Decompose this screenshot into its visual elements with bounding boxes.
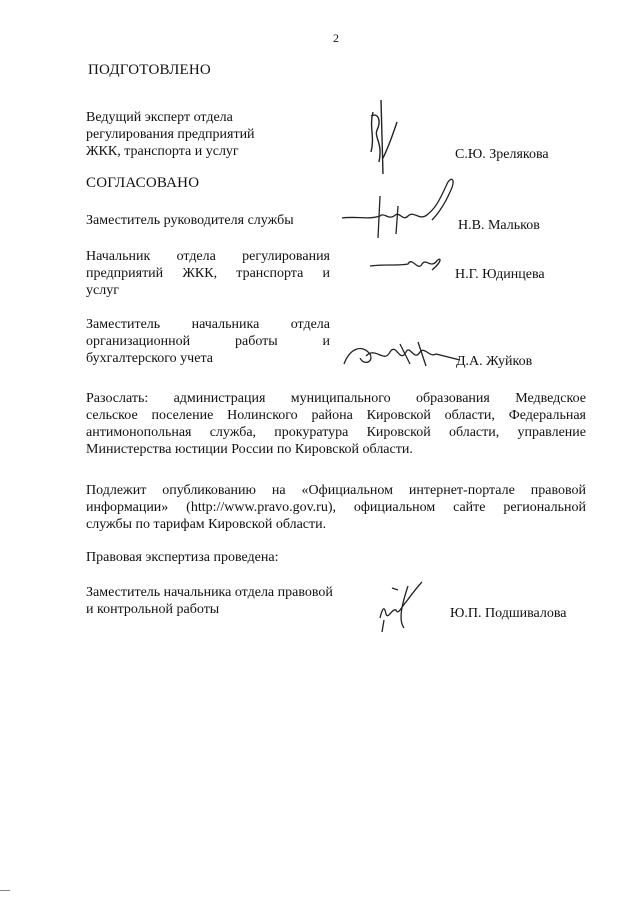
publication-line-2: информации» (http://www.pravo.gov.ru), официальном сайте региональной (86, 500, 586, 515)
distribution-block (86, 390, 586, 458)
page-number: 2 (333, 31, 339, 45)
legal-review-position-line-1: Заместитель начальника отдела правовой (86, 585, 333, 600)
scan-edge-mark (0, 890, 10, 891)
signature-signer-3 (340, 334, 465, 374)
signature-signer-2 (368, 250, 448, 280)
signer-2-name: Н.Г. Юдинцева (455, 267, 545, 282)
signer-3-name: Д.А. Жуйков (456, 354, 533, 369)
publication-line-1: Подлежит опубликованию на «Официальном интернет-портале правовой (86, 483, 586, 498)
legal-review-position-line-2: и контрольной работы (86, 602, 220, 617)
legal-review-statement: Правовая экспертиза проведена: (86, 550, 279, 565)
signer-3-position (86, 316, 330, 367)
legal-review-signer-name: Ю.П. Подшивалова (450, 606, 567, 621)
signer-1-name: Н.В. Мальков (458, 218, 540, 233)
distribution-line-3: антимонопольная служба, прокуратура Кировской области, управление (86, 425, 586, 440)
signature-signer-1 (338, 176, 458, 246)
prepared-signer-name: С.Ю. Зрелякова (455, 147, 549, 162)
agreed-heading: СОГЛАСОВАНО (86, 175, 200, 191)
signer-3-position-line-1: Заместитель начальника отдела (86, 317, 330, 332)
signer-2-position-line-2: предприятий ЖКК, транспорта и (86, 266, 330, 281)
signer-1-position: Заместитель руководителя службы (86, 213, 294, 228)
publication-block (86, 482, 586, 533)
distribution-line-2: сельское поселение Нолинского района Кировской области, Федеральная (86, 408, 586, 423)
signer-3-position-line-3: бухгалтерского учета (86, 351, 213, 366)
prepared-heading: ПОДГОТОВЛЕНО (88, 62, 211, 78)
signer-3-position-line-2: организационной работы и (86, 334, 330, 349)
prepared-position-line-3: ЖКК, транспорта и услуг (86, 144, 239, 159)
signer-2-position-line-1: Начальник отдела регулирования (86, 249, 330, 264)
distribution-line-4: Министерства юстиции России по Кировской области. (86, 442, 413, 457)
prepared-position-line-2: регулирования предприятий (86, 127, 255, 142)
signer-2-position-line-3: услуг (86, 283, 119, 298)
publication-line-3: службы по тарифам Кировской области. (86, 517, 327, 532)
prepared-position-line-1: Ведущий эксперт отдела (86, 110, 233, 125)
distribution-line-1: Разослать: администрация муниципального образования Медведское (86, 391, 586, 406)
signature-legal-review (368, 580, 428, 640)
signer-2-position (86, 248, 330, 299)
